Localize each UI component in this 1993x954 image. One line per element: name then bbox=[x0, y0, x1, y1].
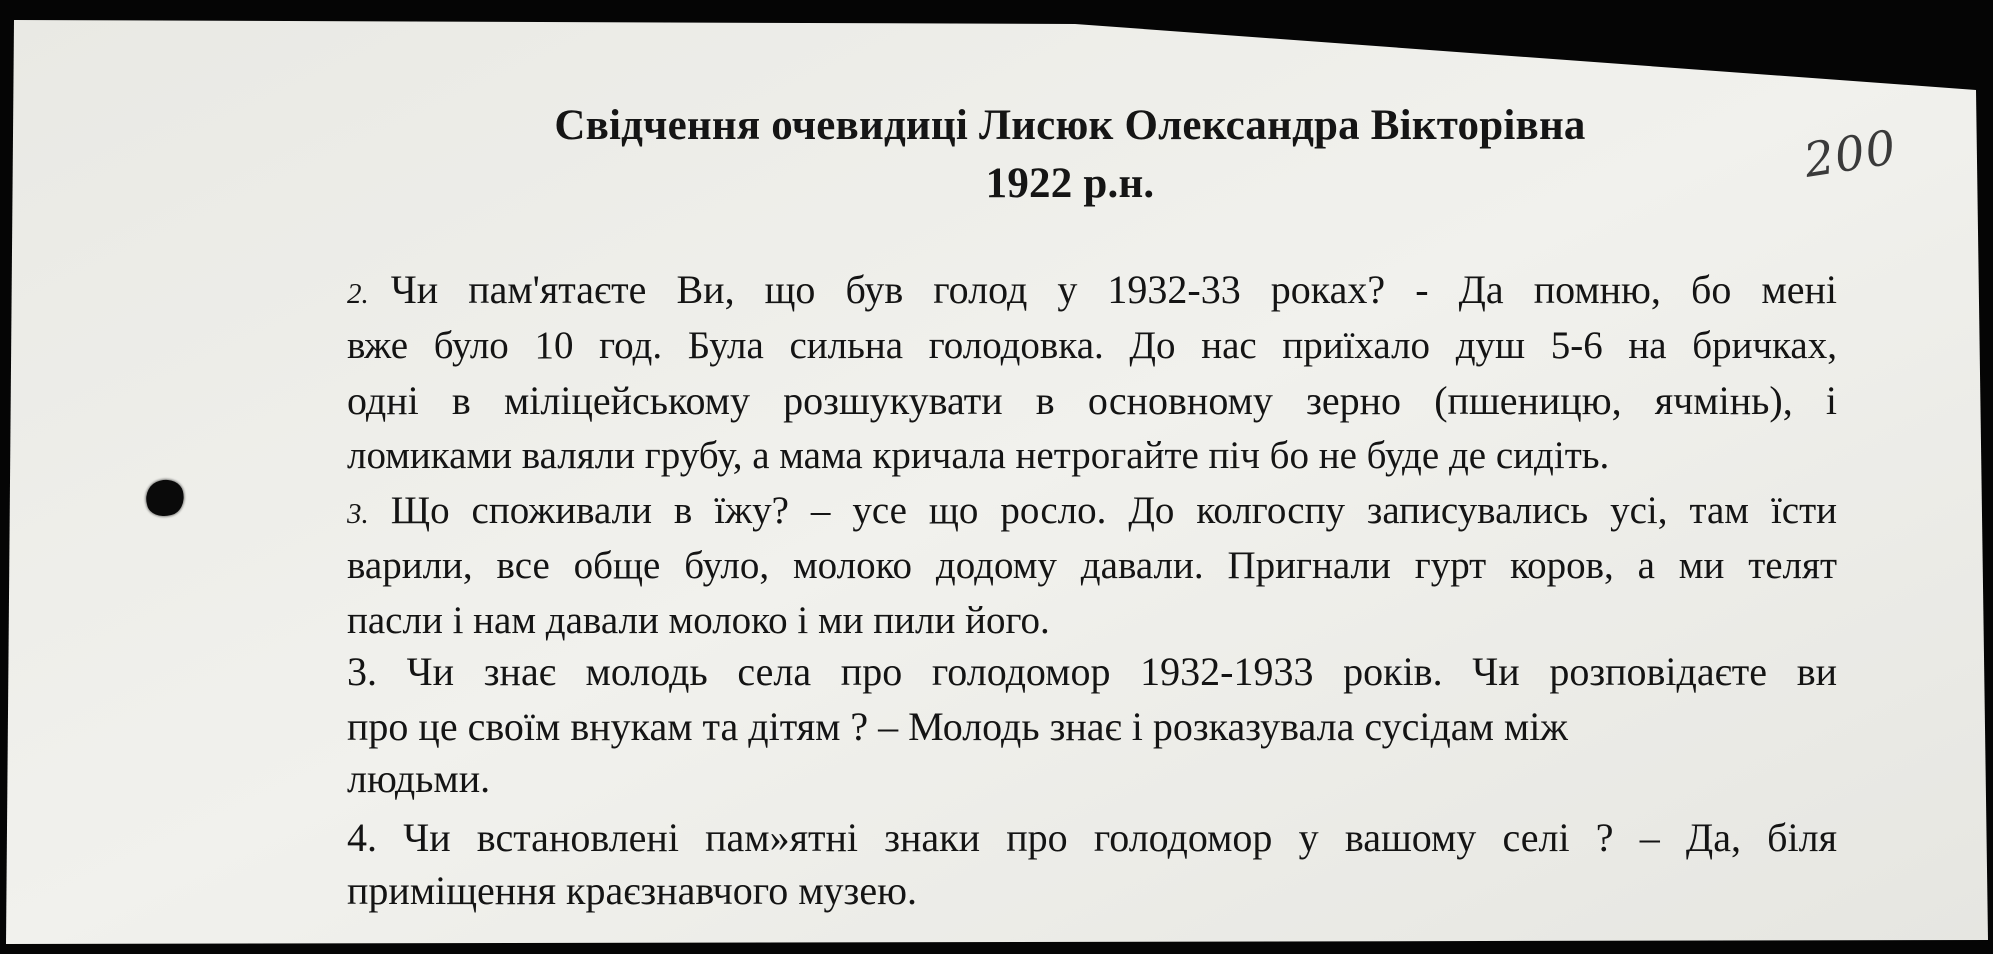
q2-line-4: ломиками валяли грубу, а мама кричала нетрогайте піч бо не буде де сидіть. bbox=[347, 434, 1610, 477]
q2-text-1: Чи пам'ятаєте Ви, що був голод у 1932-33 роках? - Да помню, бо мені bbox=[390, 267, 1837, 312]
handwritten-page-number: 200 bbox=[1800, 120, 1901, 189]
q3b-line-1: 3. Чи знає молодь села про голодомор 1932-1933 років. Чи розповідаєте ви bbox=[347, 649, 1837, 694]
document-subtitle-year: 1922 р.н. bbox=[985, 160, 1155, 207]
q4-line-2: приміщення краєзнавчого музею. bbox=[347, 868, 917, 913]
q2-line-1 bbox=[347, 266, 1837, 318]
q2-line-3: одні в міліцейському розшукувати в основному зерно (пшеницю, ячмінь), і bbox=[347, 378, 1837, 423]
q3a-line-3: пасли і нам давали молоко і ми пили його. bbox=[347, 599, 1050, 642]
q3b-line-2: про це своїм внукам та дітям ? – Молодь знає і розказувала сусідам між bbox=[347, 704, 1568, 749]
q4-line-1: 4. Чи встановлені пам»ятні знаки про голодомор у вашому селі ? – Да, біля bbox=[347, 815, 1837, 860]
q3a-text-1: Що споживали в їжу? – усе що росло. До колгоспу записувались усі, там їсти bbox=[390, 489, 1837, 532]
q3a-number: 3. bbox=[347, 498, 369, 530]
q3a-line-1 bbox=[347, 487, 1837, 538]
q2-line-2: вже було 10 год. Була сильна голодовка. До нас приїхало душ 5-6 на бричках, bbox=[347, 324, 1837, 367]
q2-number: 2. bbox=[347, 278, 369, 310]
document-title: Свідчення очевидиці Лисюк Олександра Вікторівна bbox=[554, 102, 1586, 149]
q3b-line-3: людьми. bbox=[347, 756, 491, 801]
q3a-line-2: варили, все обще було, молоко додому давали. Пригнали гурт коров, а ми телят bbox=[347, 544, 1837, 587]
